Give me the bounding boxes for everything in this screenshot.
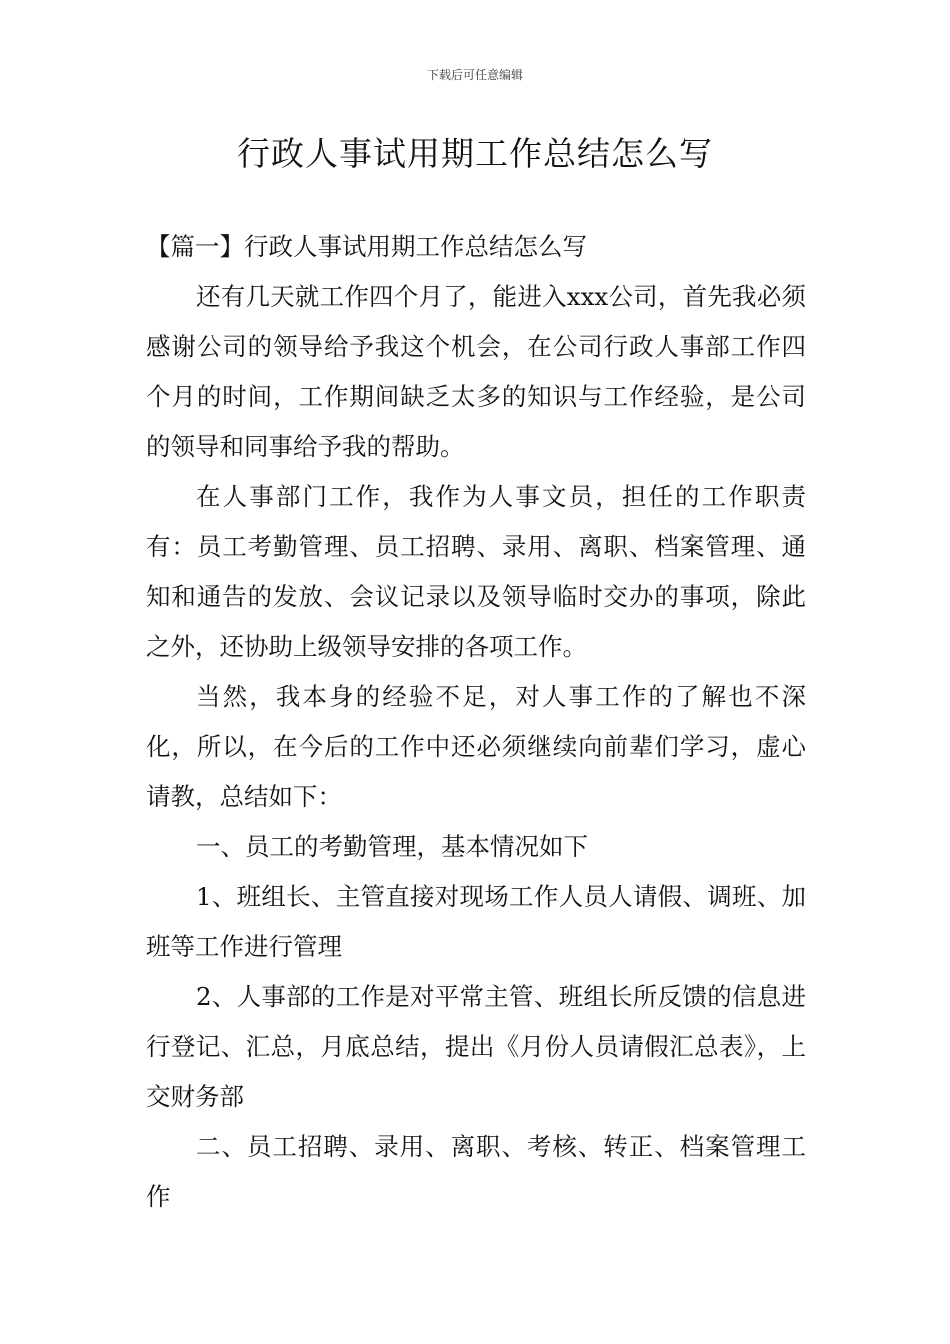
list-heading: 二、员工招聘、录用、离职、考核、转正、档案管理工作 bbox=[146, 1132, 806, 1211]
paragraph: 在人事部门工作，我作为人事文员，担任的工作职责有：员工考勤管理、员工招聘、录用、离职、档案管理、通知和通告的发放、会议记录以及领导临时交办的事项，除此之外，还协助上级领导安排的各项工作。 bbox=[146, 482, 806, 661]
document-title: 行政人事试用期工作总结怎么写 bbox=[237, 134, 713, 173]
header-note: 下载后可任意编辑 bbox=[426, 68, 523, 82]
section-heading: 【篇一】行政人事试用期工作总结怎么写 bbox=[146, 232, 587, 261]
list-item: 2、人事部的工作是对平常主管、班组长所反馈的信息进行登记、汇总，月底总结，提出《月份人员请假汇总表》，上交财务部 bbox=[146, 982, 806, 1111]
paragraph: 当然，我本身的经验不足，对人事工作的了解也不深化，所以，在今后的工作中还必须继续向前辈们学习，虚心请教，总结如下： bbox=[146, 682, 806, 811]
list-heading: 一、员工的考勤管理，基本情况如下 bbox=[196, 832, 588, 861]
list-item: 1、班组长、主管直接对现场工作人员人请假、调班、加班等工作进行管理 bbox=[146, 882, 806, 961]
document-body bbox=[146, 222, 806, 1222]
paragraph: 还有几天就工作四个月了，能进入xxx公司，首先我必须感谢公司的领导给予我这个机会，在公司行政人事部工作四个月的时间，工作期间缺乏太多的知识与工作经验，是公司的领导和同事给予我的帮助。 bbox=[146, 282, 806, 461]
